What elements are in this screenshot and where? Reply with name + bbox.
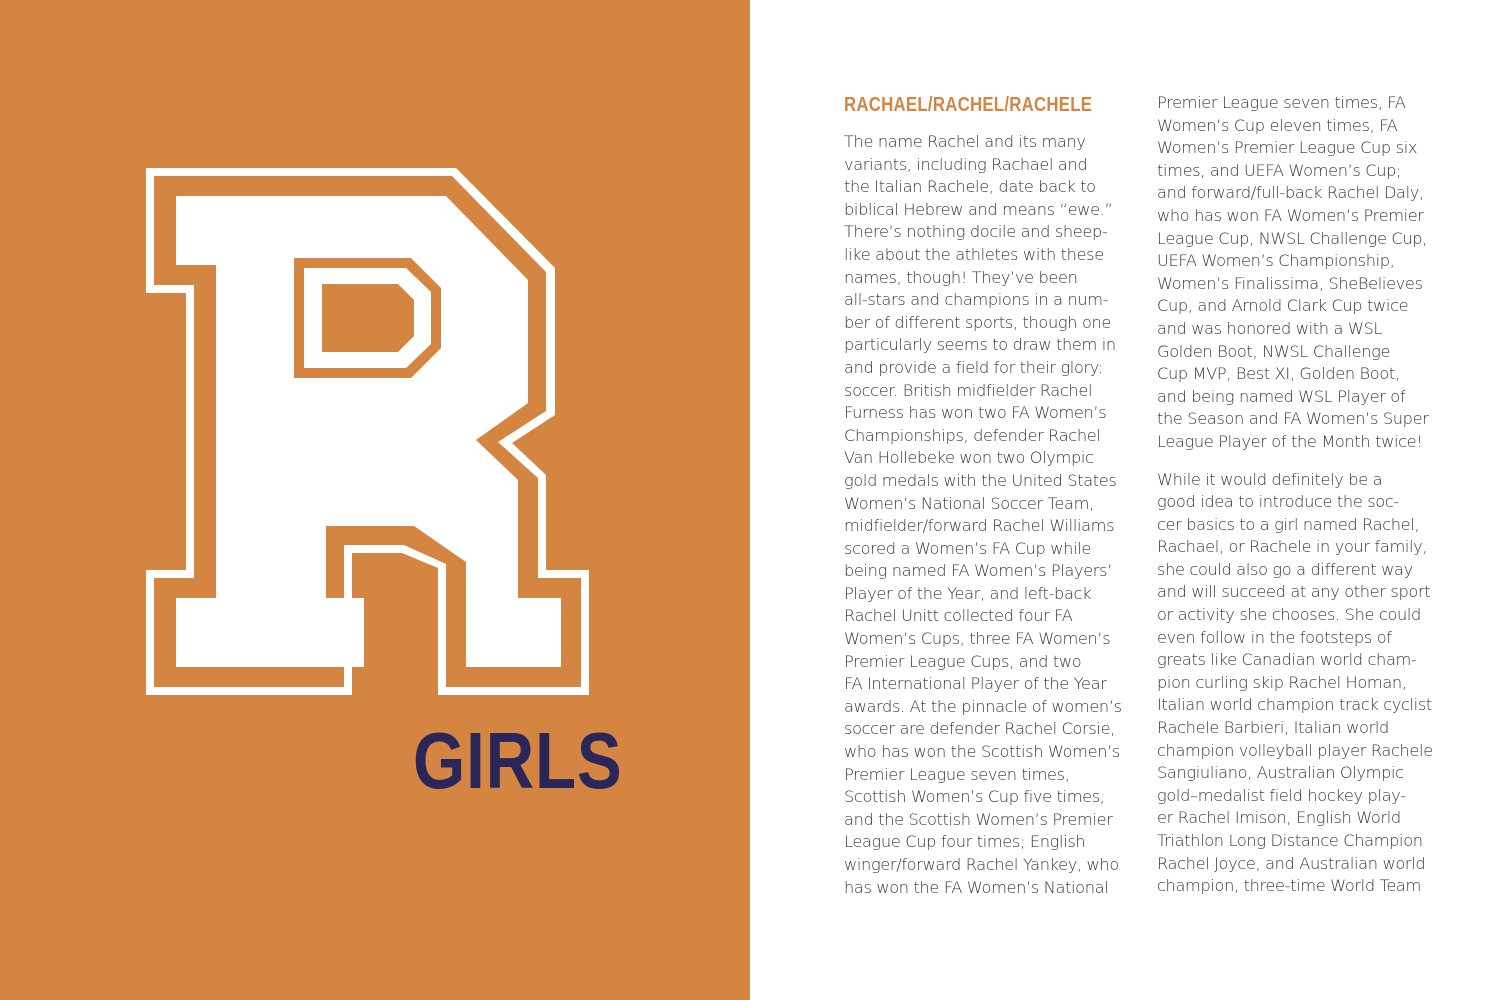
text-line: FA International Player of the Year: [844, 674, 1107, 694]
text-line: soccer are defender Rachel Corsie,: [844, 719, 1115, 739]
text-column-2: [1157, 92, 1447, 898]
text-line: Furness has won two FA Women’s: [844, 403, 1107, 423]
text-line: Player of the Year, and left-back: [844, 583, 1092, 603]
text-line: Rachele Barbieri, Italian world: [1157, 718, 1389, 738]
text-line: The name Rachel and its many: [844, 132, 1086, 151]
text-line: Women’s Cup eleven times, FA: [1157, 115, 1398, 135]
text-line: and provide a field for their glory:: [844, 357, 1103, 377]
text-line: greats like Canadian world cham-: [1157, 650, 1417, 670]
text-line: ber of different sports, though one: [844, 312, 1112, 332]
text-line: like about the athletes with these: [844, 244, 1104, 264]
text-line: League Cup four times; English: [844, 832, 1086, 852]
text-line: Golden Boot, NWSL Challenge: [1157, 341, 1391, 361]
text-line: gold medals with the United States: [844, 470, 1117, 490]
text-line: While it would definitely be a: [1157, 469, 1383, 489]
text-line: good idea to introduce the soc-: [1157, 492, 1399, 512]
text-line: Van Hollebeke won two Olympic: [844, 448, 1094, 468]
girls-label: GIRLS: [413, 716, 623, 805]
text-line: Women’s Cups, three FA Women’s: [844, 629, 1111, 649]
text-line: er Rachel Imison, English World: [1157, 808, 1401, 828]
letter-r-counter-inner: [322, 284, 414, 352]
section-title: RACHAEL/RACHEL/RACHELE: [844, 94, 1093, 116]
text-line: Rachel Joyce, and Australian world: [1157, 853, 1426, 873]
text-line: Italian world champion track cyclist: [1157, 695, 1432, 715]
text-line: Cup, and Arnold Clark Cup twice: [1157, 296, 1409, 316]
column-2-paragraph-2: [1157, 469, 1447, 898]
column-2-paragraph-1: [1157, 92, 1447, 454]
text-line: and will succeed at any other sport: [1157, 582, 1431, 602]
text-column-1: [844, 92, 1134, 899]
text-line: has won the FA Women’s National: [844, 877, 1109, 897]
text-line: she could also go a different way: [1157, 559, 1413, 579]
text-line: and was honored with a WSL: [1157, 318, 1383, 338]
text-line: winger/forward Rachel Yankey, who: [844, 855, 1119, 874]
text-line: Scottish Women’s Cup five times,: [844, 787, 1105, 807]
text-line: cer basics to a girl named Rachel,: [1157, 514, 1420, 534]
text-line: Women’s National Soccer Team,: [844, 493, 1094, 513]
text-line: Women’s Finalissima, SheBelieves: [1157, 273, 1423, 293]
text-line: the Italian Rachele, date back to: [844, 177, 1096, 197]
text-line: League Cup, NWSL Challenge Cup,: [1157, 228, 1428, 248]
column-1-paragraph: [844, 131, 1134, 899]
text-line: Triathlon Long Distance Champion: [1157, 831, 1423, 850]
text-line: UEFA Women’s Championship,: [1157, 251, 1395, 271]
text-line: Premier League Cups, and two: [844, 651, 1082, 671]
text-line: all-stars and champions in a num-: [844, 290, 1109, 310]
text-line: champion volleyball player Rachele: [1157, 740, 1433, 760]
text-line: who has won FA Women’s Premier: [1157, 205, 1424, 225]
text-line: scored a Women’s FA Cup while: [844, 538, 1091, 558]
text-line: and being named WSL Player of: [1157, 386, 1406, 406]
text-line: biblical Hebrew and means “ewe.”: [844, 199, 1113, 219]
text-line: pion curling skip Rachel Homan,: [1157, 672, 1407, 692]
text-line: being named FA Women’s Players’: [844, 561, 1112, 581]
text-line: the Season and FA Women’s Super: [1157, 409, 1429, 429]
text-line: Premier League seven times,: [844, 764, 1070, 784]
text-line: There’s nothing docile and sheep-: [844, 222, 1108, 242]
text-line: names, though! They’ve been: [844, 267, 1078, 287]
text-line: soccer. British midfielder Rachel: [844, 380, 1093, 400]
text-line: Sangiuliano, Australian Olympic: [1157, 763, 1404, 783]
text-line: awards. At the pinnacle of women’s: [844, 696, 1122, 716]
text-line: League Player of the Month twice!: [1157, 431, 1423, 451]
text-line: Rachel Unitt collected four FA: [844, 606, 1073, 626]
paragraph-gap: [1157, 454, 1447, 469]
text-line: Women’s Premier League Cup six: [1157, 138, 1418, 158]
text-line: times, and UEFA Women’s Cup;: [1157, 160, 1402, 180]
text-line: Cup MVP, Best XI, Golden Boot,: [1157, 364, 1400, 384]
text-line: Rachael, or Rachele in your family,: [1157, 537, 1428, 557]
text-line: and forward/full-back Rachel Daly,: [1157, 183, 1424, 203]
text-line: particularly seems to draw them in: [844, 335, 1116, 355]
text-line: who has won the Scottish Women’s: [844, 742, 1121, 762]
text-line: midfielder/forward Rachel Williams: [844, 516, 1115, 536]
text-line: champion, three-time World Team: [1157, 876, 1421, 896]
text-line: even follow in the footsteps of: [1157, 627, 1392, 647]
text-line: Premier League seven times, FA: [1157, 93, 1406, 112]
text-line: variants, including Rachael and: [844, 154, 1088, 174]
text-line: gold–medalist field hockey play-: [1157, 785, 1406, 805]
text-line: and the Scottish Women’s Premier: [844, 809, 1113, 829]
varsity-letter-r-graphic: [146, 168, 589, 695]
text-line: or activity she chooses. She could: [1157, 605, 1421, 625]
text-line: Championships, defender Rachel: [844, 425, 1101, 445]
